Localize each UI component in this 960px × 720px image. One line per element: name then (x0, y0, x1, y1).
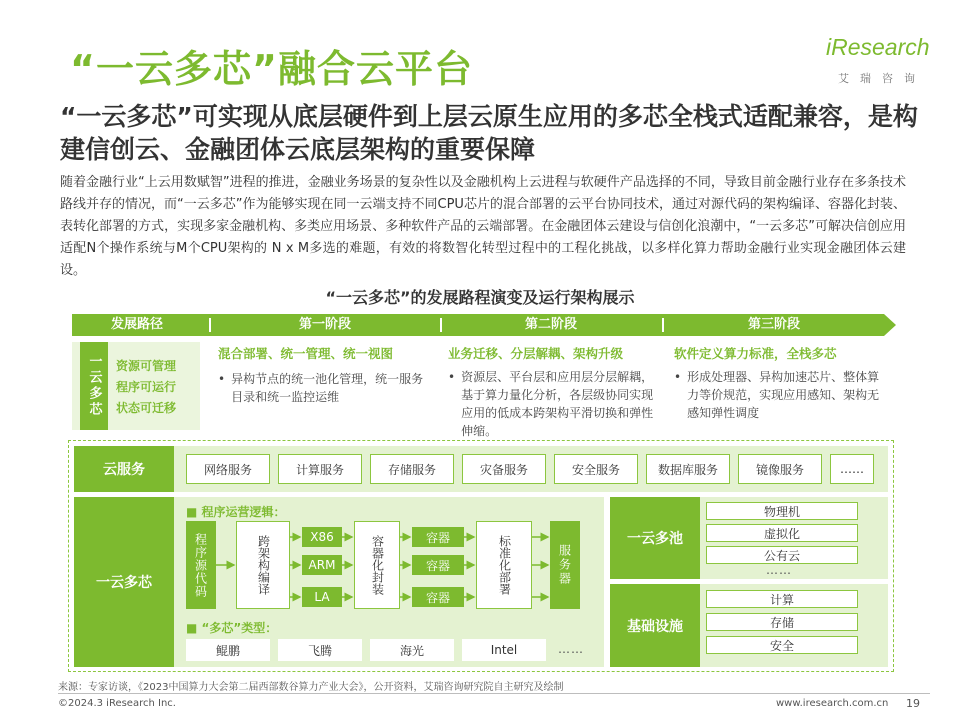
cloud-pool-label: 一云多池 (610, 497, 700, 579)
copyright: ©2024.3 iResearch Inc. (58, 698, 176, 709)
arch-box: LA (302, 587, 342, 607)
service-box: 灾备服务 (462, 454, 546, 484)
body-paragraph: 随着金融行业“上云用数赋智”进程的推进，金融业务场景的复杂性以及金融机构上云进程与软硬件产品选择的不同，导致目前金融行业存在多条技术路线并存的情况，而“一云多芯”作为能够实现在同一云端支持不同CPU芯片的混合部署的云平台协同技术，通过对源代码的架构编译、容器化封装、表转化部署的方式，实现多家金融机构、多类应用场景、多种软件产品的云端部署。在金融团体云建设与信创化浪潮中，“一云多芯”可解决信创应用适配N个操作系统与M个CPU架构的 N x M多选的难题，有效的将数智化转型过程中的工程化挑战，以多样化算力帮助金融行业实现金融团体云建设。 (60, 175, 906, 278)
multi-core-label: 一云多芯 (74, 497, 174, 667)
stage1-text: 异构节点的统一池化管理，统一服务目录和统一监控运维 (231, 372, 424, 404)
compile-box: 跨架构编译 (236, 521, 290, 609)
service-box: 安全服务 (554, 454, 638, 484)
bullet-icon: • (674, 370, 682, 384)
stage1-heading: 混合部署、统一管理、统一视图 (218, 346, 394, 361)
pool-more: …… (766, 563, 792, 577)
logic-heading: ■ 程序运营逻辑： (186, 505, 286, 519)
page-title: “一云多芯”融合云平台 (70, 47, 473, 91)
bar-label-stage2: 第二阶段 (524, 317, 577, 332)
stage-arrow-bar (72, 314, 896, 336)
chip-type-box: 飞腾 (278, 639, 362, 661)
infra-item: 安全 (706, 636, 858, 654)
cloud-services-row (74, 446, 888, 492)
types-heading: ■ “多芯”类型： (186, 621, 278, 635)
source-note: 来源：专家访谈，《2023中国算力大会第二届西部数谷算力产业大会》，公开资料，艾瑞咨询研究院自主研究及绘制 (58, 682, 564, 693)
multi-core-block (74, 497, 604, 667)
bar-label-stage3: 第三阶段 (747, 317, 800, 332)
stage2-heading: 业务迁移、分层解耦、架构升级 (448, 346, 624, 361)
page-number: 19 (906, 697, 920, 710)
container-box: 容器 (412, 555, 464, 575)
infrastructure-label: 基础设施 (610, 584, 700, 667)
cloud-services-label: 云服务 (74, 446, 174, 492)
service-box: 网络服务 (186, 454, 270, 484)
section-headline: “一云多芯”可实现从底层硬件到上层云原生应用的多芯全栈式适配兼容，是构建信创云、金融团体云底层架构的重要保障 (60, 102, 918, 164)
source-code-box: 程序源代码 (186, 521, 216, 609)
bar-label-path: 发展路径 (110, 317, 163, 332)
bar-divider (209, 318, 211, 332)
chip-type-box: 海光 (370, 639, 454, 661)
bullet-icon: • (448, 370, 456, 384)
service-box: 存储服务 (370, 454, 454, 484)
packaging-box: 容器化封装 (354, 521, 400, 609)
stage3-heading: 软件定义算力标准，全栈多芯 (674, 346, 837, 361)
logo-wordmark: iResearch (826, 34, 930, 60)
stage3-text: 形成处理器、异构加速芯片、整体算力等价规范，实现应用感知、架构无感知弹性调度 (687, 370, 880, 420)
pool-item: 虚拟化 (706, 524, 858, 542)
stage3-block (674, 344, 886, 422)
chip-type-box: Intel (462, 639, 546, 661)
website-link[interactable]: www.iresearch.com.cn (776, 698, 889, 709)
stage2-block (448, 344, 660, 440)
cloud-pool-block (610, 497, 888, 579)
chip-type-more: …… (558, 642, 584, 656)
ribbon-label: 一云多芯 (80, 342, 108, 430)
infra-item: 计算 (706, 590, 858, 608)
arch-box: X86 (302, 527, 342, 547)
logic-title: 程序运营逻辑： (201, 505, 286, 519)
footer-divider (58, 693, 930, 694)
bar-label-stage1: 第一阶段 (298, 317, 351, 332)
iresearch-logo (824, 30, 928, 100)
bullet-icon: • (218, 372, 226, 386)
deploy-box: 标准化部署 (476, 521, 532, 609)
container-box: 容器 (412, 587, 464, 607)
server-box: 服务器 (550, 521, 580, 609)
chip-type-box: 鲲鹏 (186, 639, 270, 661)
stage2-text: 资源层、平台层和应用层分层解耦，基于算力量化分析，各层级协同实现应用的低成本跨架构平滑切换和弹性伸缩。 (461, 370, 654, 438)
pool-item: 公有云 (706, 546, 858, 564)
pool-item: 物理机 (706, 502, 858, 520)
diagram-title: “一云多芯”的发展路程演变及运行架构展示 (325, 288, 635, 307)
infrastructure-block (610, 584, 888, 667)
capability-ribbon (72, 342, 200, 430)
service-box-more: …… (830, 454, 874, 484)
ribbon-item: 状态可迁移 (116, 401, 177, 415)
types-title: “多芯”类型： (201, 621, 278, 635)
ribbon-item: 资源可管理 (116, 359, 177, 373)
service-box: 镜像服务 (738, 454, 822, 484)
logo-subtitle: 艾瑞咨询 (838, 72, 926, 85)
service-box: 数据库服务 (646, 454, 730, 484)
container-box: 容器 (412, 527, 464, 547)
stage1-block (218, 344, 424, 406)
infra-item: 存储 (706, 613, 858, 631)
arch-box: ARM (302, 555, 342, 575)
ribbon-item: 程序可运行 (116, 380, 177, 394)
service-box: 计算服务 (278, 454, 362, 484)
